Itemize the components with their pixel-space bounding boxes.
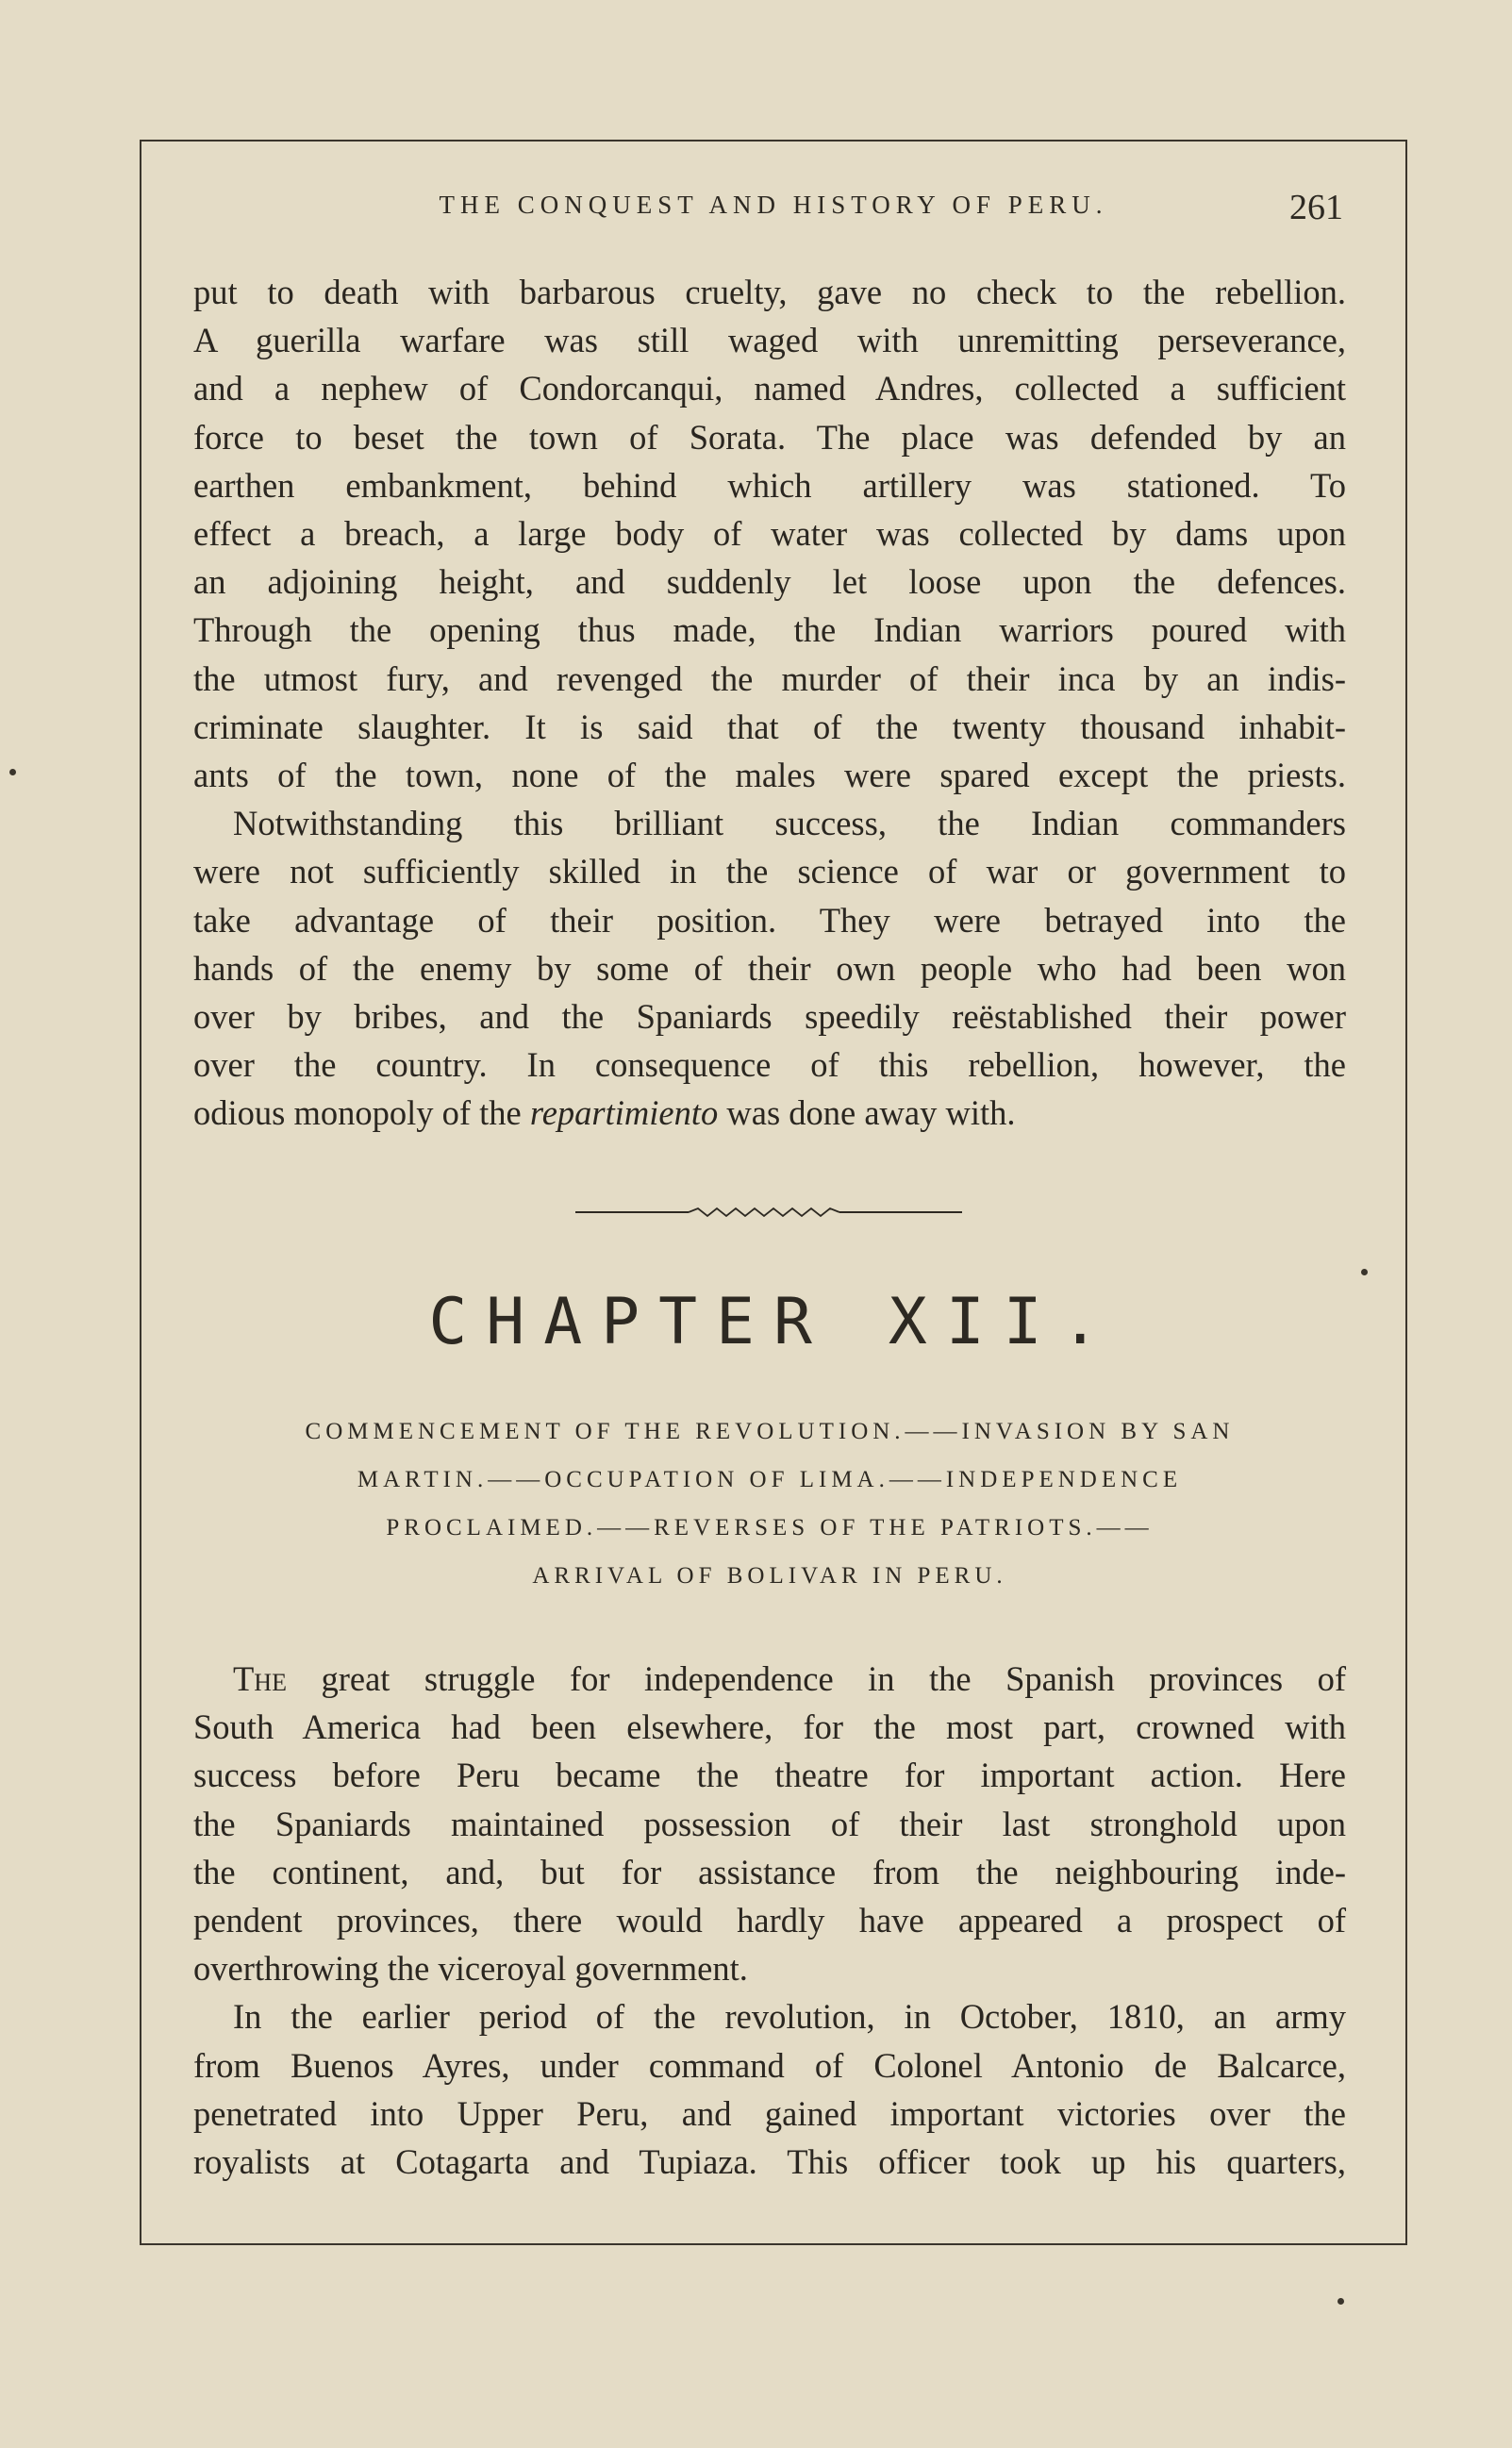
synopsis-line: ARRIVAL OF BOLIVAR IN PERU.	[532, 1563, 1007, 1589]
paragraph-first-line	[193, 1655, 1346, 1703]
running-title: THE CONQUEST AND HISTORY OF PERU.	[439, 191, 1108, 219]
text-line: force to beset the town of Sorata. The place was defended by an	[193, 417, 1346, 457]
text-line: penetrated into Upper Peru, and gained important victories over the	[193, 2093, 1346, 2133]
text-line: the continent, and, but for assistance from the neighbouring inde-	[193, 1852, 1346, 1891]
italic-term: repartimiento	[529, 1093, 719, 1133]
text-line: over by bribes, and the Spaniards speedily reëstablished their power	[193, 997, 1346, 1037]
paragraph-continuation	[193, 268, 1346, 799]
text-line: and a nephew of Condorcanqui, named Andres, collected a sufficient	[193, 369, 1346, 408]
text-line: earthen embankment, behind which artillery was stationed. To	[193, 465, 1346, 505]
text-line: Notwithstanding this brilliant success, the Indian commanders	[233, 804, 1346, 843]
text-line: South America had been elsewhere, for the most part, crowned with	[193, 1707, 1346, 1747]
text-span: was done away with.	[718, 1093, 1016, 1133]
synopsis-line: COMMENCEMENT OF THE REVOLUTION.——INVASION BY SAN	[305, 1419, 1235, 1444]
text-line: from Buenos Ayres, under command of Colonel Antonio de Balcarce,	[193, 2045, 1346, 2085]
text-line: pendent provinces, there would hardly have appeared a prospect of	[193, 1901, 1346, 1940]
text-line: success before Peru became the theatre for important action. Here	[193, 1756, 1346, 1795]
paragraph-earlier-period	[193, 1992, 1346, 2186]
text-span: odious monopoly of the	[193, 1093, 530, 1133]
paragraph-notwithstanding	[193, 799, 1346, 1089]
smallcaps-opening: The	[233, 1659, 287, 1698]
paper-speck	[1338, 2298, 1344, 2305]
text-line: over the country. In consequence of this rebellion, however, the	[193, 1045, 1346, 1085]
text-line: criminate slaughter. It is said that of the twenty thousand inhabit-	[193, 707, 1346, 746]
text-line: put to death with barbarous cruelty, gave no check to the rebellion.	[193, 273, 1346, 311]
paper-speck	[1361, 1269, 1368, 1275]
text-line: Through the opening thus made, the Indian warriors poured with	[193, 610, 1346, 650]
text-span: great struggle for independence in the Spanish provinces of	[286, 1659, 1346, 1698]
text-block-chapter	[193, 1655, 1346, 2186]
chapter-title: CHAPTER XII.	[428, 1285, 1119, 1359]
paper-speck	[9, 769, 16, 775]
text-line: royalists at Cotagarta and Tupiaza. This officer took up his quarters,	[193, 2142, 1346, 2182]
running-head	[140, 187, 1407, 234]
text-line: A guerilla warfare was still waged with unremitting perseverance,	[193, 321, 1346, 360]
text-line: were not sufficiently skilled in the science of war or government to	[193, 852, 1346, 891]
paragraph-last-line	[193, 1089, 1346, 1137]
text-line: the Spaniards maintained possession of their last stronghold upon	[193, 1804, 1346, 1843]
section-ornament	[575, 1206, 962, 1219]
text-line: overthrowing the viceroyal government.	[193, 1949, 748, 1989]
text-line: In the earlier period of the revolution, in October, 1810, an army	[233, 1997, 1346, 2037]
text-line: hands of the enemy by some of their own people who had been won	[193, 948, 1346, 988]
synopsis-line: PROCLAIMED.——REVERSES OF THE PATRIOTS.——	[386, 1515, 1154, 1540]
synopsis-line: MARTIN.——OCCUPATION OF LIMA.——INDEPENDENCE	[357, 1467, 1183, 1492]
text-line: effect a breach, a large body of water was collected by dams upon	[193, 514, 1346, 554]
text-line: ants of the town, none of the males were spared except the priests.	[193, 756, 1346, 795]
chapter-synopsis	[193, 1407, 1346, 1600]
text-block-continuation	[193, 268, 1346, 1138]
text-line: an adjoining height, and suddenly let loose upon the defences.	[193, 562, 1346, 602]
text-line: the utmost fury, and revenged the murder of their inca by an indis-	[193, 658, 1346, 698]
text-line: take advantage of their position. They were betrayed into the	[193, 900, 1346, 940]
page-number: 261	[1289, 188, 1343, 227]
paragraph-struggle	[193, 1703, 1346, 1992]
